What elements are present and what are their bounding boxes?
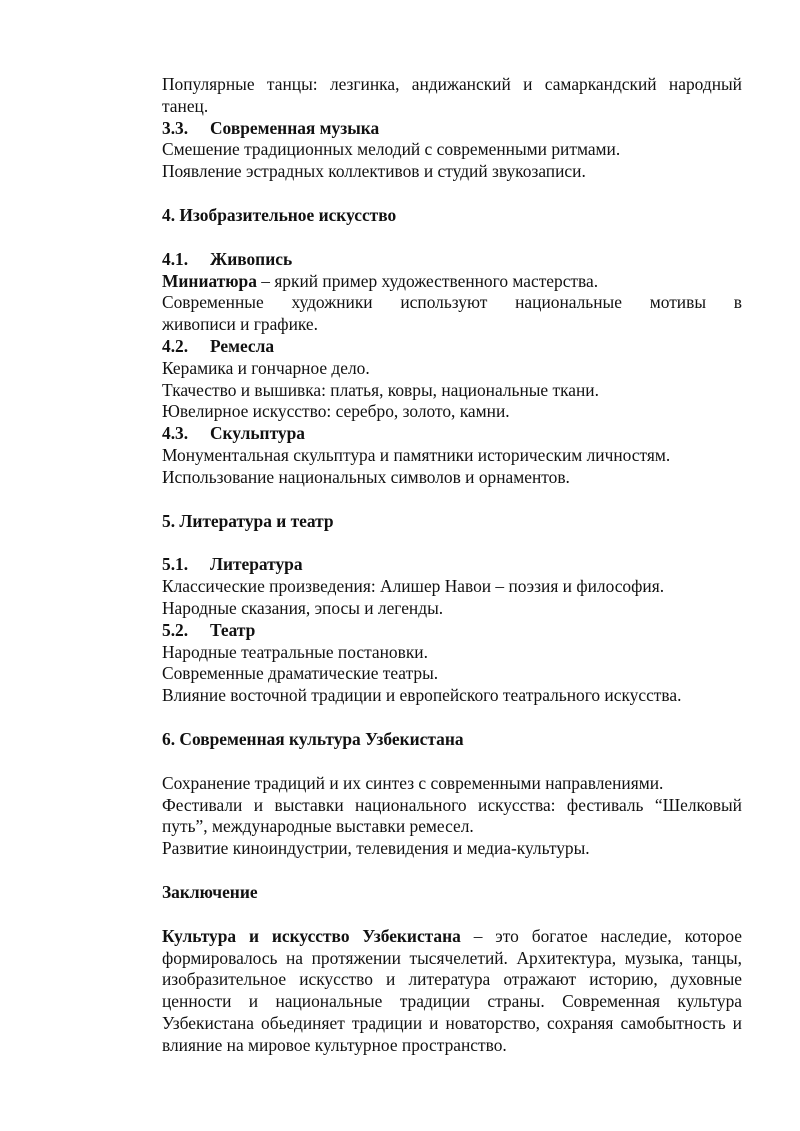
dances-line-2: танец. xyxy=(162,95,209,116)
subheading-3-3 xyxy=(162,118,742,140)
subheading-title: Живопись xyxy=(210,248,293,269)
conclusion-paragraph xyxy=(162,926,742,1057)
subheading-number: 4.2. xyxy=(162,335,189,356)
subheading-4-1 xyxy=(162,249,742,271)
paragraph: Фестивали и выставки национального искусства: фестиваль “Шелковый xyxy=(162,794,742,815)
paragraph: Классические произведения: Алишер Навои – поэзия и философия. xyxy=(162,576,665,597)
paragraph: Влияние восточной традиции и европейского театрального искусства. xyxy=(162,685,682,706)
paragraph: Ювелирное искусство: серебро, золото, камни. xyxy=(162,401,510,422)
paragraph: Керамика и гончарное дело. xyxy=(162,357,370,378)
subheading-5-2 xyxy=(162,620,742,642)
paragraph: Современные драматические театры. xyxy=(162,663,439,684)
paragraph: живописи и графике. xyxy=(162,314,318,335)
paragraph: Появление эстрадных коллективов и студий звукозаписи. xyxy=(162,161,586,182)
paragraph-text: – это богатое наследие, которое формировалось на протяжении тысячелетий. Архитектура, музыка, танцы, изобразительное искусство и литература отражают историю, духовные ценности и национальные традиции страны. Современная культура Узбекистана обьединяет традиции и новаторство, сохраняя самобытность и влияние на мировое культурное пространство. xyxy=(162,925,742,1055)
dances-line-1: Популярные танцы: лезгинка, андижанский и самаркандский народный xyxy=(162,74,742,94)
subheading-title: Ремесла xyxy=(210,335,275,356)
subheading-5-1 xyxy=(162,554,742,576)
conclusion-heading: Заключение xyxy=(162,881,258,902)
subheading-number: 4.3. xyxy=(162,423,189,444)
section-heading-6: 6. Современная культура Узбекистана xyxy=(162,728,464,749)
section-heading-4: 4. Изобразительное искусство xyxy=(162,204,397,225)
subheading-number: 3.3. xyxy=(162,117,189,138)
bold-term: Миниатюра xyxy=(162,270,257,291)
paragraph: Ткачество и вышивка: платья, ковры, национальные ткани. xyxy=(162,379,599,400)
paragraph: Народные сказания, эпосы и легенды. xyxy=(162,597,444,618)
subheading-title: Современная музыка xyxy=(210,117,380,138)
subheading-number: 5.1. xyxy=(162,554,189,575)
document-page xyxy=(162,74,742,1056)
paragraph: Использование национальных символов и орнаментов. xyxy=(162,466,570,487)
subheading-title: Литература xyxy=(210,554,303,575)
paragraph-text: – яркий пример художественного мастерства. xyxy=(256,270,599,291)
paragraph: Народные театральные постановки. xyxy=(162,641,428,662)
paragraph: Монументальная скульптура и памятники историческим личностям. xyxy=(162,444,671,465)
paragraph: Смешение традиционных мелодий с современными ритмами. xyxy=(162,139,621,160)
subheading-title: Театр xyxy=(210,619,256,640)
subheading-4-3 xyxy=(162,423,742,445)
bold-term: Культура и искусство Узбекистана xyxy=(162,925,461,946)
subheading-number: 5.2. xyxy=(162,619,189,640)
subheading-number: 4.1. xyxy=(162,248,189,269)
paragraph: Современные художники используют национальные мотивы в xyxy=(162,292,742,313)
paragraph xyxy=(162,271,742,293)
subheading-4-2 xyxy=(162,336,742,358)
paragraph: путь”, международные выставки ремесел. xyxy=(162,816,474,837)
section-heading-5: 5. Литература и театр xyxy=(162,510,334,531)
subheading-title: Скульптура xyxy=(210,423,305,444)
paragraph: Сохранение традиций и их синтез с современными направлениями. xyxy=(162,772,664,793)
paragraph: Развитие киноиндустрии, телевидения и медиа-культуры. xyxy=(162,838,590,859)
